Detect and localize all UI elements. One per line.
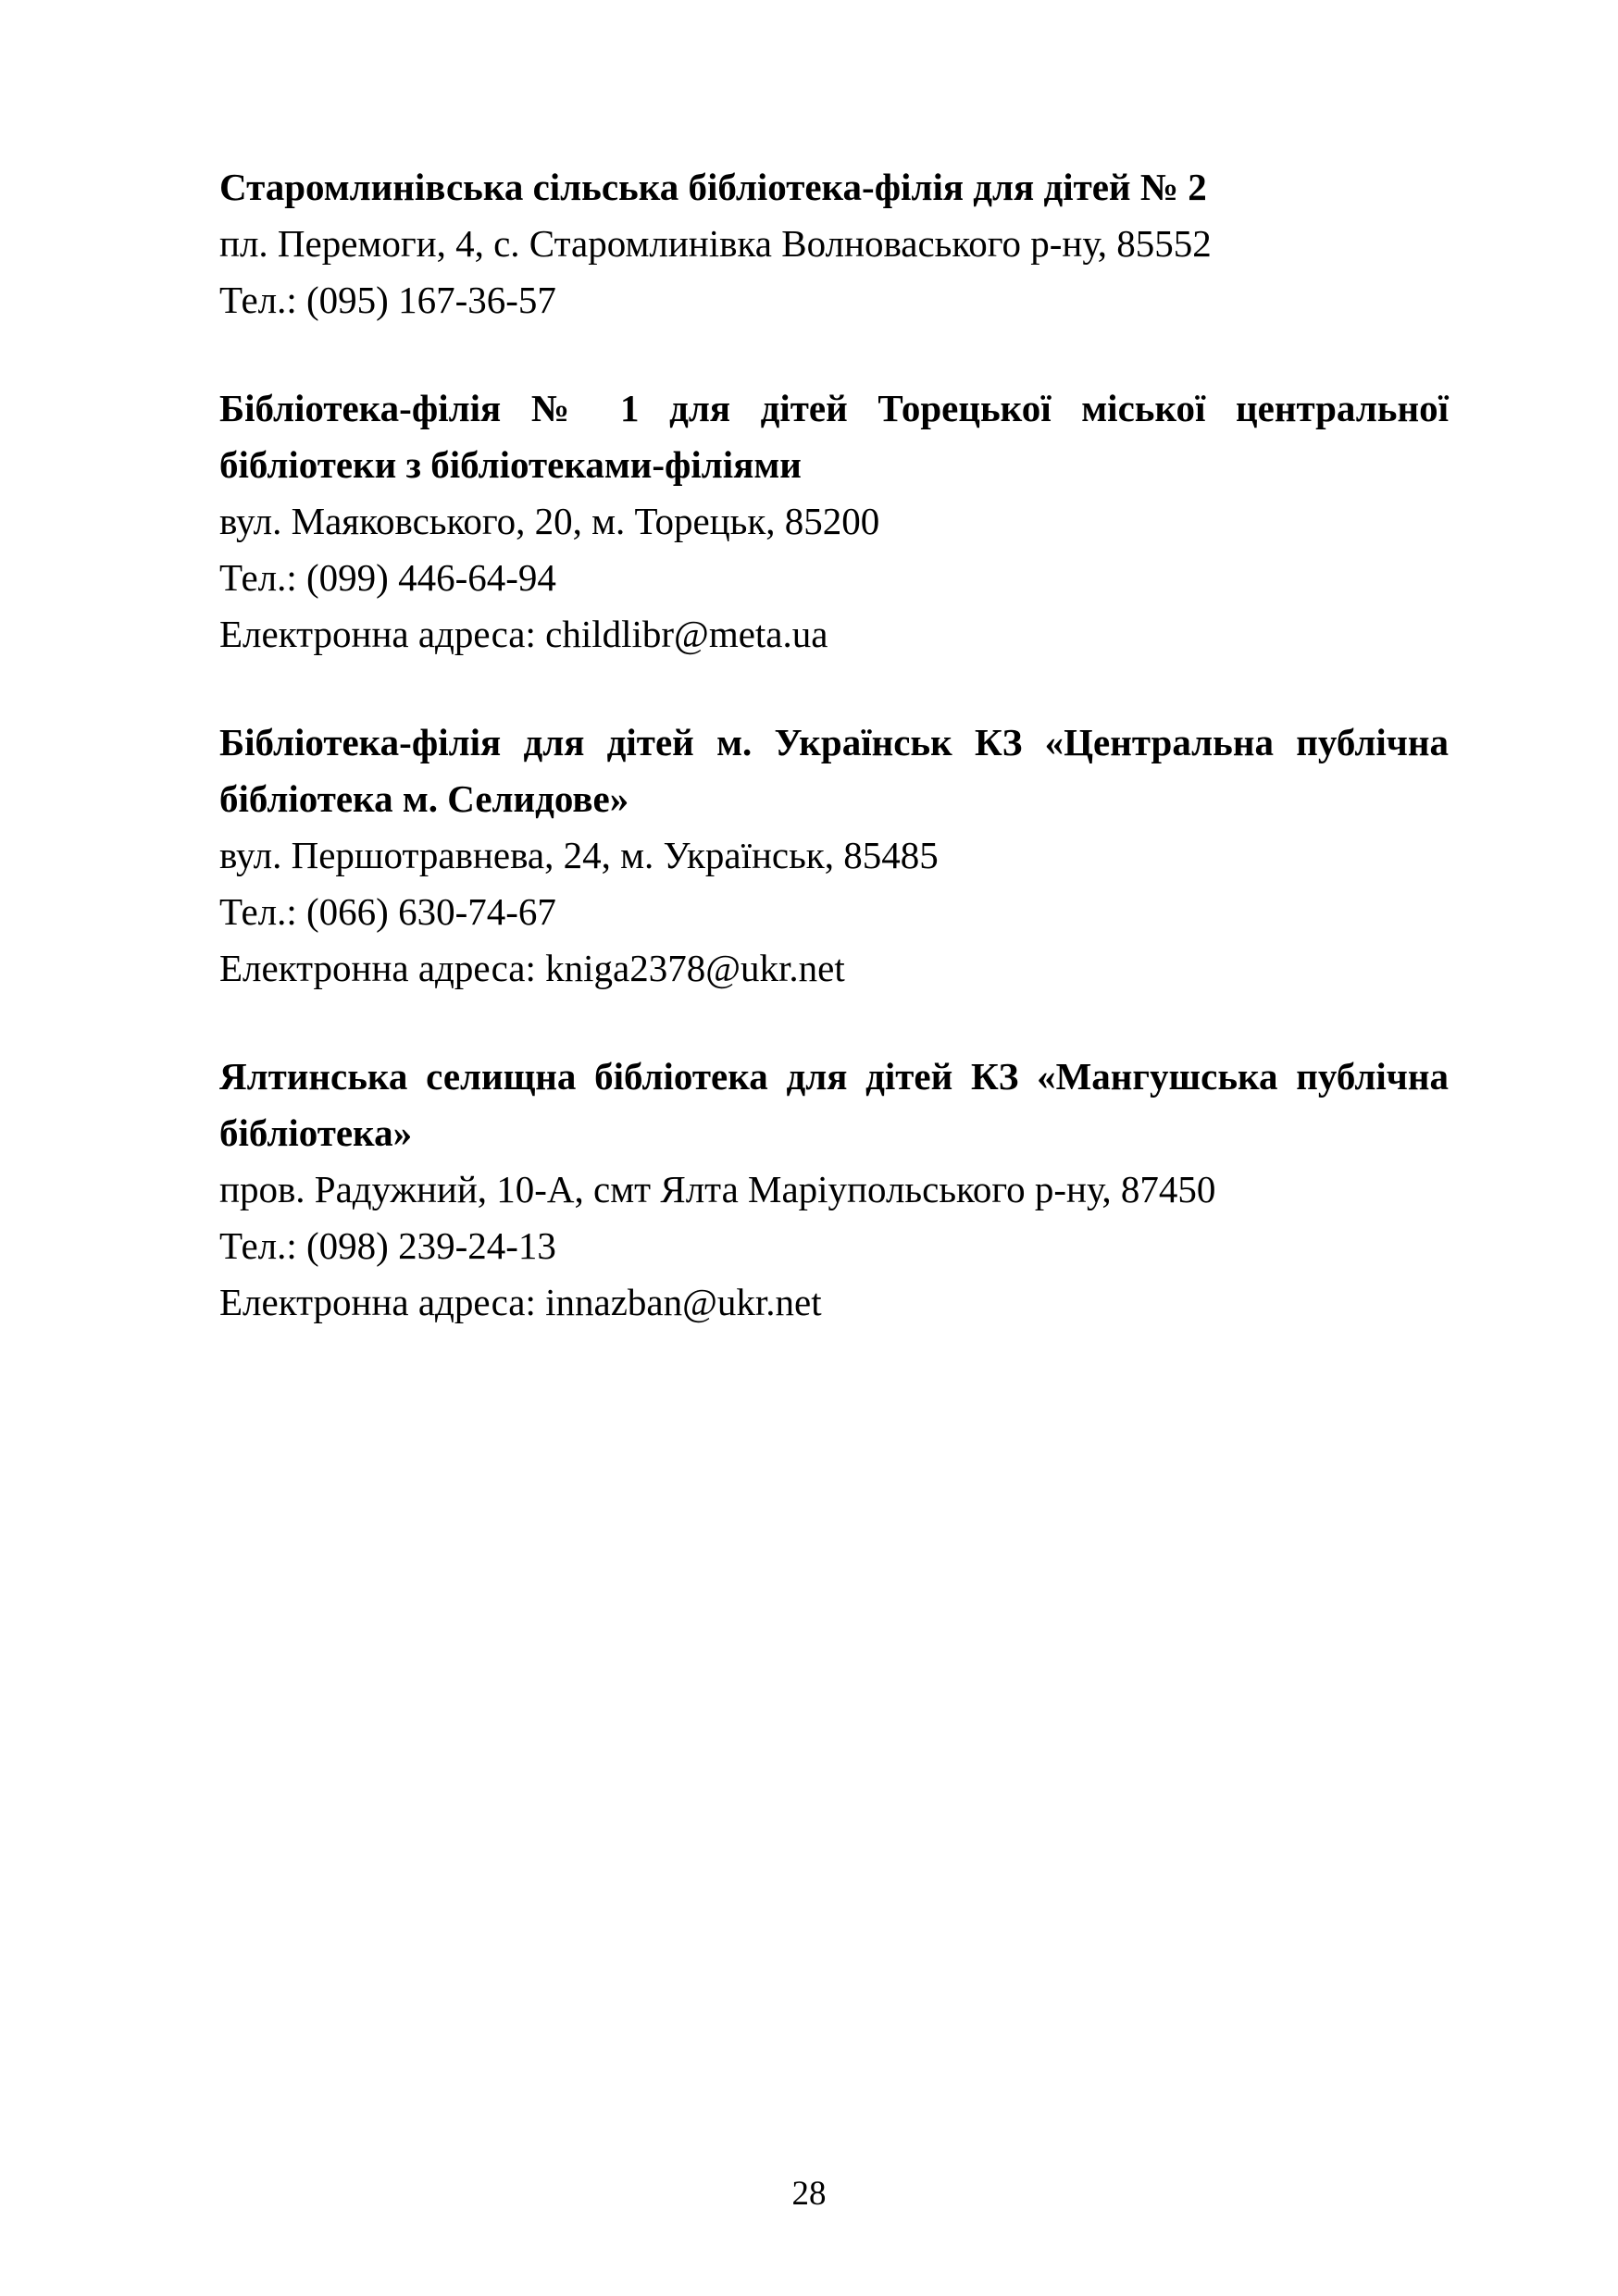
page-content [219, 159, 1449, 1383]
library-entry [219, 159, 1449, 329]
library-email: Електронна адреса: innazban@ukr.net [219, 1281, 822, 1323]
library-email: Електронна адреса: kniga2378@ukr.net [219, 947, 845, 989]
library-title: Бібліотека-філія для дітей м. Українськ КЗ «Центральна публічна бібліотека м. Селидове» [219, 721, 1449, 820]
library-phone: Тел.: (099) 446-64-94 [219, 556, 556, 599]
page-number: 28 [791, 2175, 827, 2213]
library-address: вул. Маяковського, 20, м. Торецьк, 85200 [219, 500, 880, 542]
library-entry [219, 1049, 1449, 1331]
library-title: Бібліотека-філія № 1 для дітей Торецької міської центральної бібліотеки з бібліотеками-філіями [219, 387, 1449, 486]
library-phone: Тел.: (066) 630-74-67 [219, 890, 556, 933]
library-entry [219, 714, 1449, 997]
library-address: пл. Перемоги, 4, с. Старомлинівка Волноваського р-ну, 85552 [219, 222, 1212, 265]
library-address: пров. Радужний, 10-А, смт Ялта Маріупольського р-ну, 87450 [219, 1168, 1216, 1210]
library-address: вул. Першотравнева, 24, м. Українськ, 85485 [219, 834, 939, 876]
library-title: Ялтинська селищна бібліотека для дітей КЗ «Мангушська публічна бібліотека» [219, 1055, 1449, 1154]
library-phone: Тел.: (095) 167-36-57 [219, 279, 556, 321]
library-email: Електронна адреса: childlibr@meta.ua [219, 613, 828, 655]
library-phone: Тел.: (098) 239-24-13 [219, 1224, 556, 1267]
library-entry [219, 380, 1449, 663]
library-title: Старомлинівська сільська бібліотека-філія для дітей № 2 [219, 166, 1207, 208]
